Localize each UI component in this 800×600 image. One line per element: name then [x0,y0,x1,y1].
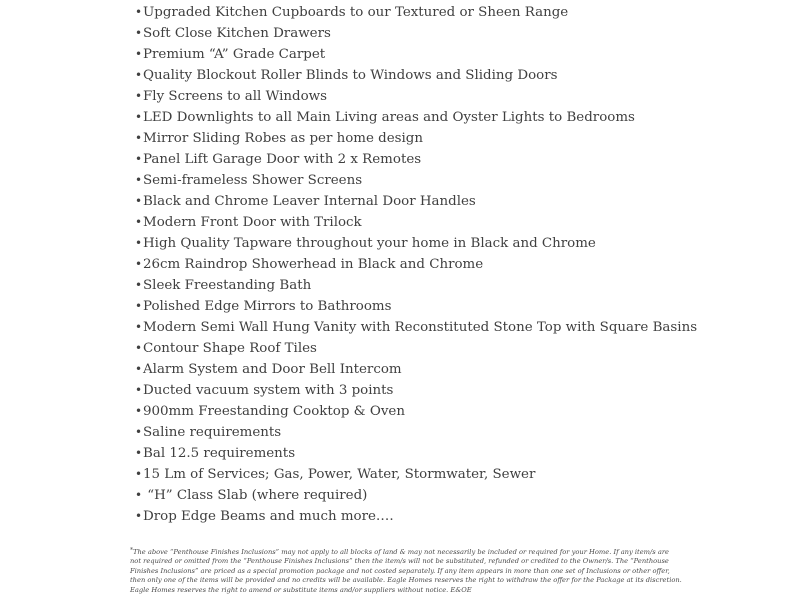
inclusion-text: “H” Class Slab (where required) [143,488,368,503]
inclusion-item [135,296,785,317]
bullet-icon: • [135,89,143,103]
inclusion-item [135,443,785,464]
inclusion-item [135,275,785,296]
inclusion-item [135,170,785,191]
inclusion-text: Saline requirements [143,425,282,440]
inclusion-text: Alarm System and Door Bell Intercom [143,362,402,377]
bullet-icon: • [135,110,143,124]
inclusion-text: Upgraded Kitchen Cupboards to our Textured or Sheen Range [143,5,569,20]
inclusion-item [135,317,785,338]
inclusion-text: Mirror Sliding Robes as per home design [143,131,424,146]
bullet-icon: • [135,299,143,313]
inclusion-item [135,233,785,254]
inclusion-item [135,212,785,233]
inclusion-item [135,149,785,170]
inclusion-item [135,107,785,128]
inclusion-item [135,422,785,443]
bullet-icon: • [135,341,143,355]
inclusion-text: High Quality Tapware throughout your home in Black and Chrome [143,236,596,251]
bullet-icon: • [135,152,143,166]
inclusion-item [135,128,785,149]
inclusion-text: Fly Screens to all Windows [143,89,327,104]
inclusion-item [135,23,785,44]
bullet-icon: • [135,194,143,208]
bullet-icon: • [135,446,143,460]
footnote-marker: * [130,547,133,554]
bullet-icon: • [135,467,143,481]
inclusion-text: Drop Edge Beams and much more…. [143,509,394,524]
inclusion-item [135,254,785,275]
bullet-icon: • [135,215,143,229]
inclusions-list [135,2,785,527]
inclusion-item [135,359,785,380]
inclusion-item [135,191,785,212]
inclusion-text: Ducted vacuum system with 3 points [143,383,394,398]
inclusion-text: Contour Shape Roof Tiles [143,341,317,356]
inclusion-text: 900mm Freestanding Cooktop & Oven [143,404,405,419]
bullet-icon: • [135,383,143,397]
inclusion-text: Modern Semi Wall Hung Vanity with Reconstituted Stone Top with Square Basins [143,320,698,335]
inclusion-text: Semi-frameless Shower Screens [143,173,363,188]
inclusion-text: Polished Edge Mirrors to Bathrooms [143,299,392,314]
disclaimer-footnote [130,548,682,595]
bullet-icon: • [135,68,143,82]
inclusion-text: Sleek Freestanding Bath [143,278,312,293]
inclusion-item [135,65,785,86]
inclusion-text: Bal 12.5 requirements [143,446,296,461]
bullet-icon: • [135,320,143,334]
bullet-icon: • [135,257,143,271]
inclusion-item [135,2,785,23]
bullet-icon: • [135,509,143,523]
inclusion-text: Quality Blockout Roller Blinds to Windows and Sliding Doors [143,68,558,83]
bullet-icon: • [135,47,143,61]
bullet-icon: • [135,173,143,187]
bullet-icon: • [135,26,143,40]
bullet-icon: • [135,236,143,250]
inclusion-text: Panel Lift Garage Door with 2 x Remotes [143,152,422,167]
inclusion-text: 26cm Raindrop Showerhead in Black and Chrome [143,257,484,272]
inclusion-item [135,380,785,401]
inclusion-item [135,401,785,422]
inclusion-item [135,44,785,65]
inclusion-text: LED Downlights to all Main Living areas and Oyster Lights to Bedrooms [143,110,635,125]
inclusion-text: Modern Front Door with Trilock [143,215,362,230]
inclusion-item [135,485,785,506]
bullet-icon: • [135,362,143,376]
inclusion-text: 15 Lm of Services; Gas, Power, Water, Stormwater, Sewer [143,467,536,482]
inclusion-item [135,86,785,107]
bullet-icon: • [135,5,143,19]
inclusion-item [135,464,785,485]
inclusion-text: Premium “A” Grade Carpet [143,47,326,62]
disclaimer-text: The above “Penthouse Finishes Inclusions” may not apply to all blocks of land & may not necessarily be included or required for your Home. If any item/s are not required or omitted from the “Penthouse Finishes Inclusions” then the item/s will not be substituted, refunded or credited to the Owner/s. The “Penthouse Finishes Inclusions” are priced as a special promotion package and not costed separately. If any item appears in more than one set of Inclusions or other offer, then only one of the items will be provided and no credits will be available. Eagle Homes reserves the right to withdraw the offer for the Package at its discretion. Eagle Homes reserves the right to amend or substitute items and/or suppliers without notice. E&OE [130,548,682,594]
bullet-icon: • [135,425,143,439]
inclusion-text: Black and Chrome Leaver Internal Door Handles [143,194,476,209]
bullet-icon: • [135,278,143,292]
bullet-icon: • [135,404,143,418]
bullet-icon: • [135,131,143,145]
inclusion-item [135,338,785,359]
inclusion-text: Soft Close Kitchen Drawers [143,26,331,41]
bullet-icon: • [135,488,143,502]
inclusion-item [135,506,785,527]
